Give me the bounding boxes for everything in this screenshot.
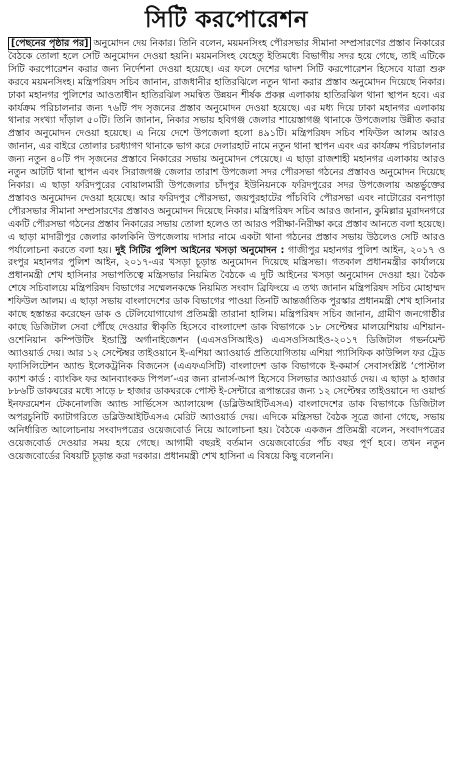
continuation-tag: [পেছনের পৃষ্ঠার পর] xyxy=(8,37,91,50)
section-subhead: দুই সিটির পুলিশ আইনের খসড়া অনুমোদন : xyxy=(115,244,285,256)
paragraph-2-text: গাজীপুর মহানগর পুলিশ আইন, ২০১৭ ও রংপুর মহানগর পুলিশ আইন, ২০১৭-এর খসড়া চূড়ান্ত অনুমোদন দিয়েছে মন্ত্রিসভা। গতকাল প্রধানমন্ত্রীর কার্যালয়ে প্রধানমন্ত্রী শেখ হাসিনার সভাপতিত্বে মন্ত্রিসভার নিয়মিত বৈঠকে এ দুটি আইনের খসড়া অনুমোদন দেওয়া হয়। বৈঠক শেষে সচিবালয়ে মন্ত্রিপরিষদ বিভাগের সম্মেলনকক্ষে নিয়মিত সংবাদ ব্রিফিংয়ে এ তথ্য জানান মন্ত্রিপরিষদ সচিব মোহাম্মদ শফিউল আলম। এ ছাড়া সভায় বাংলাদেশের ডাক বিভাগের পাওয়া তিনটি আন্তর্জাতিক পুরস্কার প্রধানমন্ত্রী শেখ হাসিনার কাছে হস্তান্তর করেছেন ডাক ও টেলিযোগাযোগ প্রতিমন্ত্রী তারানা হালিম। মন্ত্রিপরিষদ সচিব জানান, গ্রামীণ জনগোষ্ঠীর কাছে ডিজিটাল সেবা পৌঁছে দেওয়ার স্বীকৃতি হিসেবে বাংলাদেশ ডাক বিভাগকে ১৮ সেপ্টেম্বর মালয়েশিয়ায় এশিয়ান-ওশেনিয়ান কম্পিউটিং ইন্ডাস্ট্রি অর্গানাইজেশন (এএসওসিআইও) এএসওসিআইও-২০১৭ ডিজিটাল গভর্নমেন্ট অ্যাওয়ার্ড দেয়। আর ১২ সেপ্টেম্বর তাইওয়ানে ই-এশিয়া অ্যাওয়ার্ড প্রতিযোগিতায় এশিয়া প্যাসিফিক কাউন্সিল ফর ট্রেড ফ্যাসিলিটেশন অ্যান্ড ইলেকট্রনিক বিজনেস (এএফএসিটি) বাংলাদেশ ডাক বিভাগকে ই-কমার্স সেবাসংশ্লিষ্ট ‘পোস্টাল ক্যাশ কার্ড : ব্যাংকিং ফর আনব্যাংকড পিপল’-এর জন্য রানার্স-আপ হিসেবে সিলভার অ্যাওয়ার্ড দেয়। এ ছাড়া ৯ হাজার ৮৮৬টি ডাকঘরের মধ্যে সাড়ে ৮ হাজার ডাকঘরকে পোস্ট ই-সেন্টারে রূপান্তরের জন্য ১২ সেপ্টেম্বর তাইওয়ানে দ্য ওয়ার্ল্ড ইনফরমেশন টেকনোলজি অ্যান্ড সার্ভিসেস অ্যালায়েন্স (ডব্লিউআইটিএসএ) বাংলাদেশের ডাক বিভাগকে ডিজিটাল অপরচুনিটি ক্যাটাগরিতে ডব্লিউআইটিএসএ মেরিট অ্যাওয়ার্ড দেয়। এদিকে মন্ত্রিসভা বৈঠক সূত্রে জানা গেছে, সভায় অনির্ধারিত আলোচনায় সংবাদপত্রের ওয়েজবোর্ড নিয়ে আলোচনা হয়। বৈঠকে একজন প্রতিমন্ত্রী বলেন, সংবাদপত্রের ওয়েজবোর্ড দেওয়ার সময় হয়ে গেছে। আগামী বছরই বর্তমান ওয়েজবোর্ডের পাঁচ বছর পূর্ণ হবে। তখন নতুন ওয়েজবোর্ডের বিষয়টি চূড়ান্ত করা দরকার। প্রধানমন্ত্রী শেখ হাসিনা এ বিষয়ে কিছু বলেননি। xyxy=(8,244,446,462)
article-headline: সিটি করপোরেশন xyxy=(145,7,308,33)
article-body xyxy=(8,38,445,464)
paragraph-1-text: অনুমোদন দেয় নিকার। তিনি বলেন, ময়মনসিংহ পৌরসভার সীমানা সম্প্রসারণের প্রস্তাব নিকারের বৈঠকে তোলা হলে সেটি অনুমোদন দেওয়া হয়নি। ময়মনসিংহ যেহেতু ইতিমধ্যে বিভাগীয় সদর হয়ে গেছে, তাই এটিকে সিটি করপোরেশন করার জন্য নির্দেশনা দেওয়া হয়েছে। এর ফলে দেশের দ্বাদশ সিটি করপোরেশন হিসেবে যাত্রা শুরু করবে ময়মনসিংহ। মন্ত্রিপরিষদ সচিব জানান, রাজধানীর হাতিরঝিলে নতুন থানা করার প্রস্তাব অনুমোদন দিয়েছে নিকার। ঢাকা মহানগর পুলিশের আওতাধীন হাতিরঝিল সমন্বিত উন্নয়ন শীর্ষক প্রকল্প এলাকায় হাতিরঝিল থানা স্থাপন হবে। এর কার্যক্রম পরিচালনার জন্য ৭৬টি পদ সৃজনের প্রস্তাব অনুমোদন দেওয়া হয়েছে। এর মধ্য দিয়ে ঢাকা মহানগর এলাকায় থানার সংখ্যা দাঁড়াল ৫০টি। তিনি জানান, নিকার সভায় হবিগঞ্জ জেলার শায়েস্তাগঞ্জ থানাকে উপজেলায় উন্নীত করার প্রস্তাব অনুমোদন দেওয়া হয়েছে। এ নিয়ে দেশে উপজেলা হলো ৪৯১টি। মন্ত্রিপরিষদ সচিব শফিউল আলম আরও জানান, এর বাইরে তোলার চরধ্যাগণ থানাকে ভাগ করে দেলারহাট নামে নতুন থানা স্থাপন এবং এর কার্যক্রম পরিচালনার জন্য নতুন ৪০টি পদ সৃজনের প্রস্তাবে নিকারের সভায় অনুমোদন পেয়েছে। এ ছাড়া রাজশাহী মহানগর এলাকায় আরও নতুন আটটি থানা স্থাপন এবং সিরাজগঞ্জ জেলার তারাশ উপজেলা সদর পৌরসভা গঠনের প্রস্তাবও অনুমোদন দিয়েছে নিকার। এ ছাড়া ফরিদপুরের বোয়ালমারী উপজেলার চাঁদপুর ইউনিয়নকে ফরিদপুরের সদর উপজেলায় অন্তর্ভুক্তের প্রস্তাবও অনুমোদন দেওয়া হয়েছে। আর ফরিদপুর পৌরসভা, জয়পুরহাটের পাঁচবিবি পৌরসভা এবং নাটোরের বনপাড়া পৌরসভার সীমানা সম্প্রসারণের প্রস্তাবও অনুমোদন দিয়েছে নিকার। মন্ত্রিপরিষদ সচিব আরও জানান, কুমিল্লার মুরাদনগরে একটি পৌরসভা গঠনের প্রস্তাব নিকারের সভায় তোলা হলেও তা আরও পরীক্ষা-নিরীক্ষা করে প্রস্তাব আনতে বলা হয়েছে। এ ছাড়া মাদারীপুর জেলার কালকিনি উপজেলায় দাসার নামে একটা থানা গঠনের প্রস্তাব সভায় উঠলেও সেটি আরও পর্যালোচনা করতে বলা হয়। xyxy=(8,38,446,256)
article-paragraph-1 xyxy=(8,38,445,464)
